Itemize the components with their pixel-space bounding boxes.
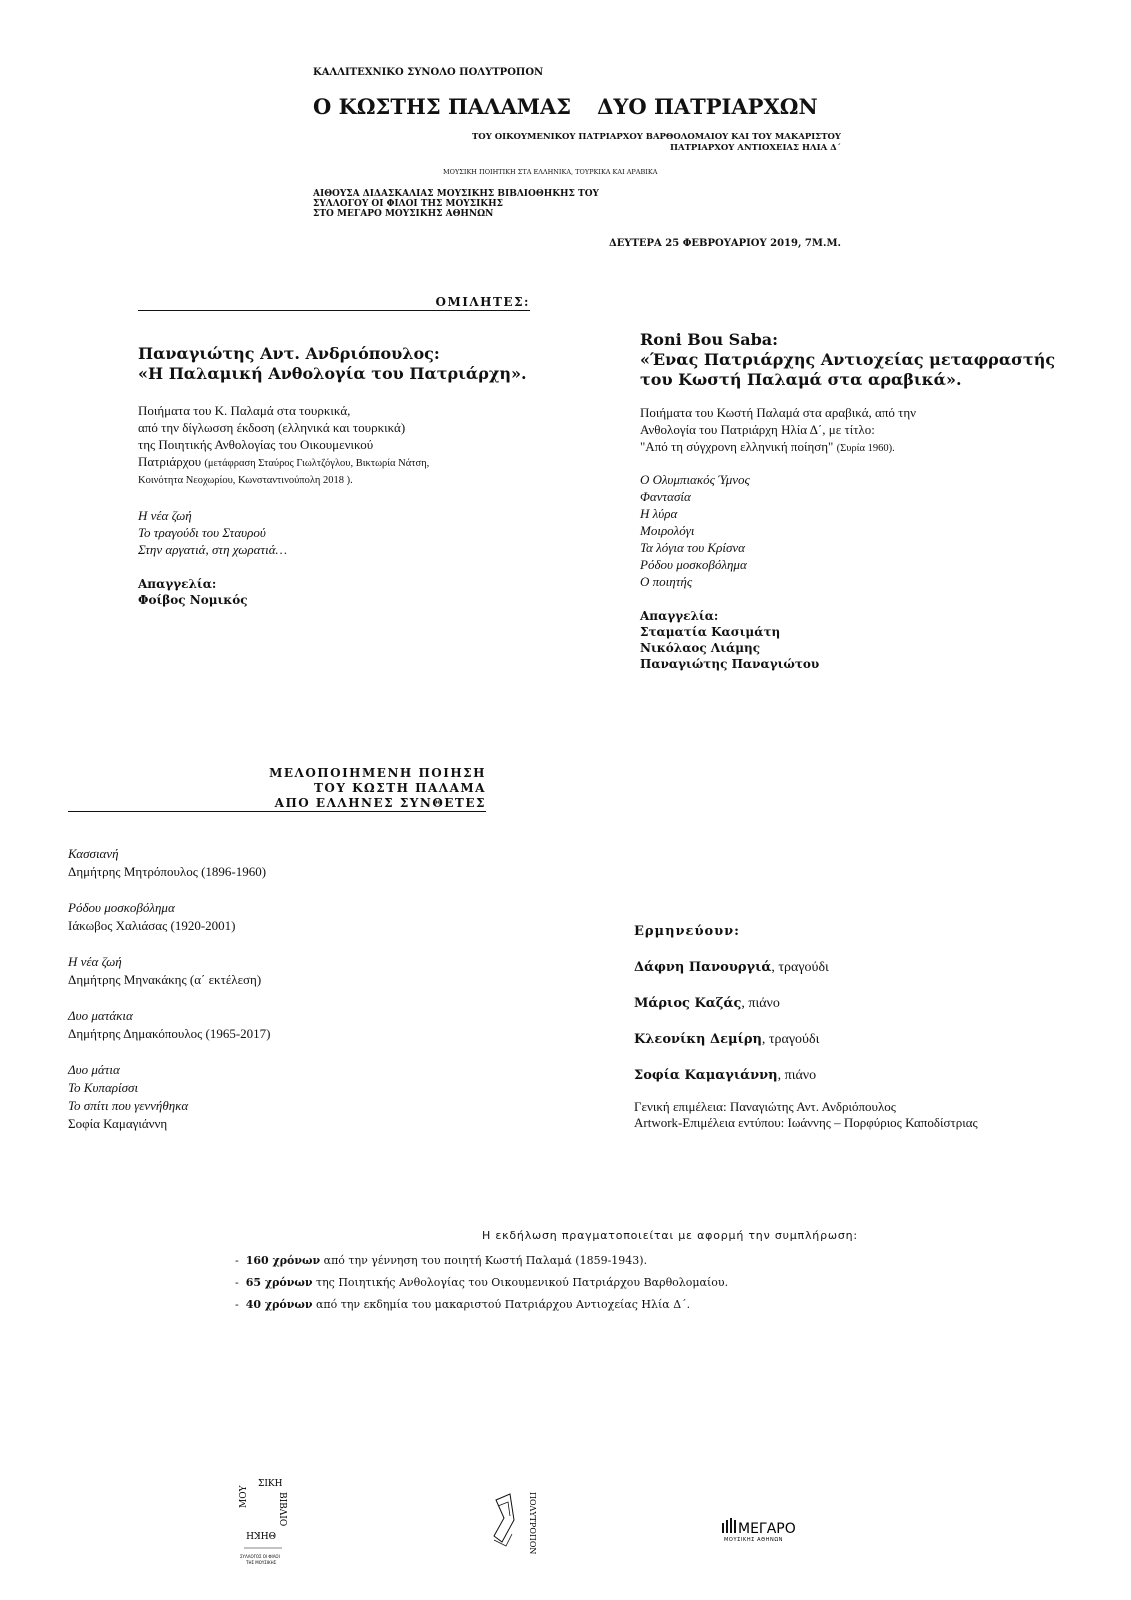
song-title: Δυο ματάκια — [68, 1008, 133, 1023]
performer — [634, 1031, 1094, 1049]
poem-title: Τα λόγια του Κρίσνα — [640, 540, 745, 555]
performer-role: , πιάνο — [741, 996, 780, 1011]
song-list — [68, 845, 488, 1151]
logo-text: ΘΗΚΗ — [246, 1529, 276, 1539]
song-composer: Δημήτρης Δημακόπουλος (1965-2017) — [68, 1026, 271, 1041]
occasion-intro: Η εκδήλωση πραγματοποιείται με αφορμή την συμπλήρωση: — [482, 1229, 858, 1242]
event-datetime: ΔΕΥΤΕΡΑ 25 ΦΕΒΡΟΥΑΡΙΟΥ 2019, 7Μ.Μ. — [608, 238, 841, 249]
left-speaker-section — [138, 344, 527, 608]
recitation-label: Απαγγελία: — [138, 577, 217, 591]
logo-text: ΜΕΓΑΡΟ — [738, 1521, 796, 1537]
left-speaker-description — [138, 402, 508, 489]
performers-heading: Ερμηνεύουν: — [634, 924, 740, 939]
desc-text: Πατριάρχου — [138, 454, 202, 469]
poem-title: Ο ποιητής — [640, 574, 693, 589]
subtitle — [472, 132, 841, 154]
poem-title: Ο Ολυμπιακός Ύμνος — [640, 472, 750, 487]
occasion-item: - 65 χρόνων της Ποιητικής Ανθολογίας του Οικουμενικού Πατριάρχου Βαρθολομαίου. — [235, 1276, 729, 1289]
occasion-item: - 160 χρόνων από την γέννηση του ποιητή Κωστή Παλαμά (1859-1943). — [235, 1254, 648, 1267]
reciter-name: Σταματία Κασιμάτη — [640, 625, 781, 639]
title-right: ΔΥΟ ΠΑΤΡΙΑΡΧΩΝ — [597, 94, 818, 119]
subtitle-line: ΠΑΤΡΙΑΡΧΟΥ ΑΝΤΙΟΧΕΙΑΣ ΗΛΙΑ Δ΄ — [669, 143, 841, 153]
occasion-highlight: 65 χρόνων — [245, 1276, 313, 1289]
song-composer: Ιάκωβος Χαλιάσας (1920-2001) — [68, 918, 236, 933]
occasion-highlight: 40 χρόνων — [245, 1298, 313, 1311]
megaro-logo — [722, 1515, 820, 1545]
desc-text: "Από τη σύγχρονη ελληνική ποίηση" — [640, 439, 834, 454]
performer — [634, 995, 1094, 1013]
performer — [634, 959, 1094, 977]
logo-subtext: ΤΗΣ ΜΟΥΣΙΚΗΣ — [246, 1560, 277, 1565]
credit-artwork: Artwork-Επιμέλεια εντύπου: Ιωάννης – Πορφύριος Καποδίστριας — [634, 1115, 978, 1130]
performer — [634, 1067, 1094, 1085]
right-recitation — [640, 608, 1060, 672]
title-line: «Ένας Πατριάρχης Αντιοχείας μεταφραστής — [640, 350, 1056, 369]
right-speaker-section — [640, 330, 1060, 672]
logo-text: ΒΙΒΛΙΟ — [277, 1492, 287, 1527]
title-line: Παναγιώτης Αντ. Ανδριόπουλος: — [138, 344, 440, 363]
song-item — [68, 845, 488, 881]
performer-role: , πιάνο — [777, 1068, 817, 1083]
left-poem-list — [138, 507, 508, 558]
songs-heading-line: ΑΠΟ ΕΛΛΗΝΕΣ ΣΥΝΘΕΤΕΣ — [274, 796, 486, 810]
song-title: Το σπίτι που γεννήθηκα — [68, 1098, 189, 1113]
poem-title: Στην αργατιά, στη χωρατιά… — [138, 542, 288, 557]
desc-line: Ποιήματα του Κωστή Παλαμά στα αραβικά, από την — [640, 405, 917, 420]
desc-line — [640, 438, 1060, 457]
song-composer: Δημήτρης Μηνακάκης (α΄ εκτέλεση) — [68, 972, 262, 987]
song-item — [68, 953, 488, 989]
poem-title: Ρόδου μοσκοβόλημα — [640, 557, 747, 572]
venue-line: ΣΤΟ ΜΕΓΑΡΟ ΜΟΥΣΙΚΗΣ ΑΘΗΝΩΝ — [313, 209, 494, 219]
title-line: «Η Παλαμική Ανθολογία του Πατριάρχη». — [138, 364, 527, 383]
occasion-highlight: 160 χρόνων — [245, 1254, 321, 1267]
subtitle-line: ΤΟΥ ΟΙΚΟΥΜΕΝΙΚΟΥ ΠΑΤΡΙΑΡΧΟΥ ΒΑΡΘΟΛΟΜΑΙΟΥ ΚΑΙ ΤΟΥ ΜΑΚΑΡΙΣΤΟΥ — [471, 132, 841, 142]
song-item — [68, 1007, 488, 1043]
song-title: Ρόδου μοσκοβόλημα — [68, 900, 175, 915]
song-title: Κασσιανή — [68, 846, 119, 861]
song-title: Δυο μάτια — [68, 1062, 120, 1077]
recitation-label: Απαγγελία: — [640, 609, 719, 623]
page-title — [313, 94, 818, 119]
performer-name: Δάφνη Πανουργιά — [634, 960, 772, 975]
credit-general: Γενική επιμέλεια: Παναγιώτης Αντ. Ανδριόπουλος — [634, 1099, 896, 1114]
poem-title: Το τραγούδι του Σταυρού — [138, 525, 266, 540]
song-composer: Δημήτρης Μητρόπουλος (1896-1960) — [68, 864, 267, 879]
logo-text: ΠΟΛΥΤΡΟΠΟΝ — [528, 1492, 537, 1555]
left-speaker-title — [138, 344, 527, 384]
logo-text: ΜΟΥ — [239, 1485, 249, 1508]
song-composer: Σοφία Καμαγιάννη — [68, 1116, 168, 1131]
right-speaker-description — [640, 404, 1060, 457]
desc-line: της Ποιητικής Ανθολογίας του Οικουμενικού — [138, 437, 374, 452]
polytropon-logo — [488, 1480, 548, 1580]
song-item — [68, 899, 488, 935]
reciter-name: Παναγιώτης Παναγιώτου — [640, 657, 820, 671]
occasion-text: από την εκδημία του μακαριστού Πατριάρχου Αντιοχείας Ηλία Δ΄. — [312, 1298, 691, 1311]
occasion-text: από την γέννηση του ποιητή Κωστή Παλαμά (1859-1943). — [320, 1254, 648, 1267]
desc-line: Ανθολογία του Πατριάρχη Ηλία Δ΄, με τίτλο: — [640, 422, 875, 437]
right-poem-list — [640, 471, 1060, 590]
poem-title: Η νέα ζωή — [138, 508, 192, 523]
title-line: Roni Bou Saba: — [640, 330, 779, 349]
desc-note: (Συρία 1960). — [836, 443, 895, 454]
left-recitation — [138, 576, 508, 608]
poem-title: Φαντασία — [640, 489, 691, 504]
logo-subtext: ΣΥΛΛΟΓΟΣ ΟΙ ΦΙΛΟΙ — [240, 1554, 280, 1559]
logo-text: ΣΙΚΗ — [258, 1479, 283, 1489]
performer-name: Κλεονίκη Δεμίρη — [634, 1032, 762, 1047]
performers-section — [634, 924, 1094, 1131]
desc-note: (μετάφραση Σταύρος Γιωλτζόγλου, Βικτωρία Νάτση, — [204, 458, 430, 469]
poem-title: Μοιρολόγι — [640, 523, 695, 538]
reciter-name: Φοίβος Νομικός — [138, 593, 248, 607]
poem-title: Η λύρα — [640, 506, 678, 521]
songs-heading-line: ΜΕΛΟΠΟΙΗΜΕΝΗ ΠΟΙΗΣΗ — [269, 766, 486, 780]
speakers-heading: ΟΜΙΛΗΤΕΣ: — [138, 295, 530, 311]
title-left: Ο ΚΩΣΤΗΣ ΠΑΛΑΜΑΣ — [313, 94, 572, 119]
music-description: ΜΟΥΣΙΚΗ ΠΟΙΗΤΙΚΗ ΣΤΑ ΕΛΛΗΝΙΚΑ, ΤΟΥΡΚΙΚΑ ΚΑΙ ΑΡΑΒΙΚΑ — [443, 168, 658, 176]
right-speaker-title — [640, 330, 1060, 390]
song-item — [68, 1061, 488, 1133]
reciter-name: Νικόλαος Λιάμης — [640, 641, 761, 655]
occasion-text: της Ποιητικής Ανθολογίας του Οικουμενικού Πατριάρχου Βαρθολομαίου. — [312, 1276, 729, 1289]
performer-name: Μάριος Καζάς — [634, 996, 742, 1011]
desc-note: Κοινότητα Νεοχωρίου, Κωνσταντινούπολη 2018 ). — [138, 475, 353, 486]
venue-line: ΣΥΛΛΟΓΟΥ ΟΙ ΦΙΛΟΙ ΤΗΣ ΜΟΥΣΙΚΗΣ — [313, 199, 503, 209]
desc-line: από την δίγλωσση έκδοση (ελληνικά και τουρκικά) — [138, 420, 406, 435]
song-title: Η νέα ζωή — [68, 954, 122, 969]
performer-role: , τραγούδι — [771, 960, 829, 975]
songs-heading-line: ΤΟΥ ΚΩΣΤΗ ΠΑΛΑΜΑ — [313, 781, 486, 795]
desc-line — [138, 453, 508, 472]
logo-subtext: ΜΟΥΣΙΚΗΣ ΑΘΗΝΩΝ — [724, 1537, 784, 1543]
ensemble-name: ΚΑΛΛΙΤΕΧΝΙΚΟ ΣΥΝΟΛΟ ΠΟΛΥΤΡΟΠΟΝ — [313, 67, 544, 78]
song-title: Το Κυπαρίσσι — [68, 1080, 139, 1095]
occasion-item: - 40 χρόνων από την εκδημία του μακαριστού Πατριάρχου Αντιοχείας Ηλία Δ΄. — [235, 1298, 691, 1311]
title-line: του Κωστή Παλαμά στα αραβικά». — [640, 370, 962, 389]
songs-heading — [68, 766, 486, 812]
performer-role: , τραγούδι — [761, 1032, 820, 1047]
music-library-logo — [232, 1478, 302, 1578]
performer-name: Σοφία Καμαγιάννη — [634, 1068, 778, 1083]
occasion-list — [235, 1250, 955, 1316]
venue — [313, 189, 599, 219]
desc-line: Ποιήματα του Κ. Παλαμά στα τουρκικά, — [138, 403, 351, 418]
venue-line: ΑΙΘΟΥΣΑ ΔΙΔΑΣΚΑΛΙΑΣ ΜΟΥΣΙΚΗΣ ΒΙΒΛΙΟΘΗΚΗΣ ΤΟΥ — [313, 189, 599, 199]
